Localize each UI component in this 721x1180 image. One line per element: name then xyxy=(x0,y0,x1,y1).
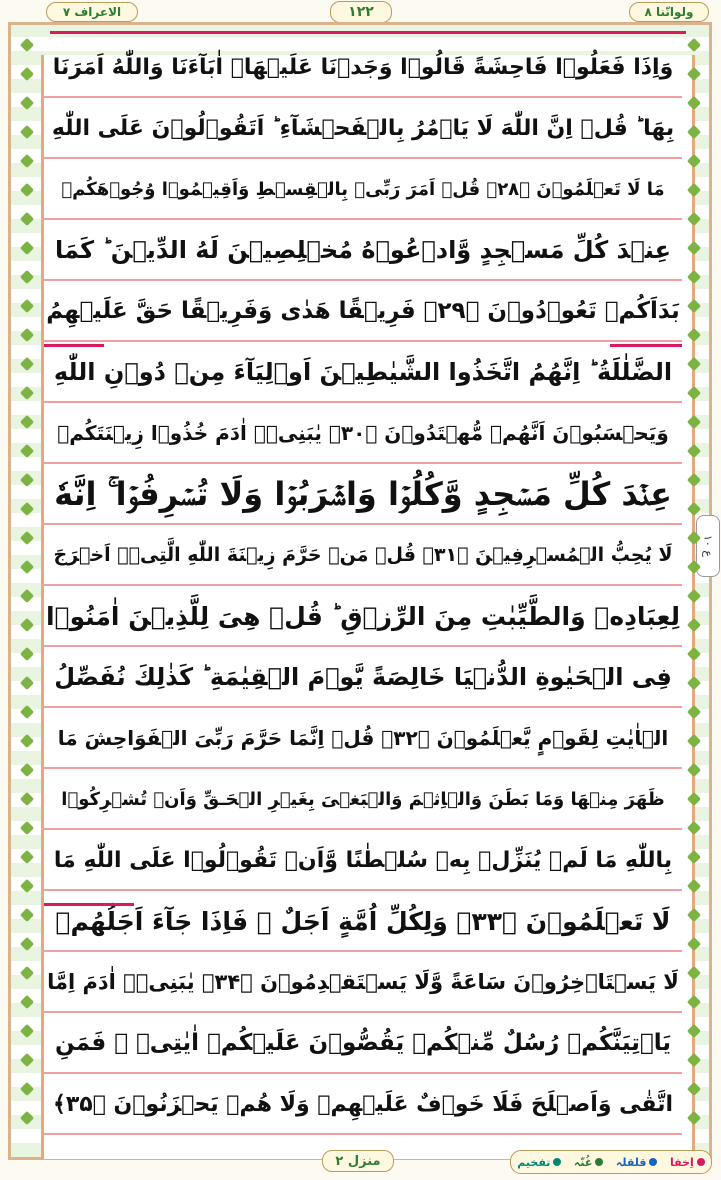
surah-name-header: الاعراف ٧ xyxy=(46,2,138,22)
legend-item xyxy=(574,1156,603,1169)
legend-item xyxy=(670,1156,705,1169)
juz-name-header: ولوانّنا ٨ xyxy=(629,2,709,22)
quran-text-line-text: بَدَاَكُمۡ تَعُوۡدُوۡنَ ﴿۲۹﴾ فَرِيۡقًا هَدٰى وَفَرِيۡقًا حَقَّ عَلَيۡهِمُ xyxy=(46,298,680,324)
quran-text-line-text: اتَّقٰى وَاَصۡلَحَ فَلَا خَوۡفٌ عَلَيۡهِمۡ وَلَا هُمۡ يَحۡزَنُوۡنَ ﴿۳۵﴾ xyxy=(52,1091,674,1117)
legend-item xyxy=(517,1156,561,1169)
quran-text-line xyxy=(44,38,682,98)
quran-text-line xyxy=(44,282,682,342)
quran-text-line-text: فِى الۡحَيٰوةِ الدُّنۡيَا خَالِصَةً يَّوۡمَ الۡقِيٰمَةِ ؕ كَذٰلِكَ نُفَصِّلُ xyxy=(54,663,672,691)
quran-text-line-text: عِنۡدَ كُلِّ مَسۡجِدٍ وَّكُلُوۡا وَاشۡرَبُوۡا وَلَا تُسۡرِفُوۡا ۚ اِنَّهٗ xyxy=(54,474,672,513)
legend-label: تفخیم xyxy=(517,1155,551,1169)
quran-text-line xyxy=(44,648,682,708)
quran-text-line-text: لَا يُحِبُّ الۡمُسۡرِفِيۡنَ ﴿۳۱﴾ قُلۡ مَنۡ حَرَّمَ زِيۡنَةَ اللّٰهِ الَّتِىۡۤ اَخۡرَجَ xyxy=(53,544,673,566)
quran-text-line xyxy=(44,1075,682,1135)
quran-text-line xyxy=(44,892,682,952)
quran-text-line-text: ظَهَرَ مِنۡهَا وَمَا بَطَنَ وَالۡاِثۡمَ وَالۡبَغۡىَ بِغَيۡرِ الۡحَـقِّ وَاَنۡ تُشۡرِكُوۡا xyxy=(61,788,665,810)
quran-text-line xyxy=(44,1014,682,1074)
quran-text-line xyxy=(44,99,682,159)
legend-label: اِخفا xyxy=(669,1155,694,1169)
quran-text-line-text: لِعِبَادِهٖ وَالطَّيِّبٰتِ مِنَ الرِّزۡقِ ؕ قُلۡ هِىَ لِلَّذِيۡنَ اٰمَنُوۡا xyxy=(46,601,680,631)
quran-text-line xyxy=(44,953,682,1013)
quran-text-line xyxy=(44,343,682,403)
quran-text-line-text: يَاۡتِيَنَّكُمۡ رُسُلٌ مِّنۡكُمۡ يَقُصُّوۡنَ عَلَيۡكُمۡ اٰيٰتِىۡ ۙ فَمَنِ xyxy=(55,1030,671,1056)
ruku-marker xyxy=(44,903,134,906)
legend-dot xyxy=(595,1158,603,1166)
page-number: ١٢٢ xyxy=(330,1,392,23)
legend-dot xyxy=(649,1158,657,1166)
quran-text-line-text: الضَّلٰلَةُ ؕ اِنَّهُمُ اتَّخَذُوا الشَّيٰطِيۡنَ اَوۡلِيَآءَ مِنۡ دُوۡنِ اللّٰهِ xyxy=(53,358,673,386)
quran-text-line-text: عِنۡدَ كُلِّ مَسۡجِدٍ وَّادۡعُوۡهُ مُخۡلِصِيۡنَ لَهُ الدِّيۡنَ ؕ كَمَا xyxy=(55,236,671,264)
ruku-margin-tag: ع ۱۰ xyxy=(696,515,720,577)
quran-text-line-text: لَا يَسۡتَاۡخِرُوۡنَ سَاعَةً وَّلَا يَسۡتَقۡدِمُوۡنَ ﴿۳۴﴾ يٰبَنِىۡۤ اٰدَمَ اِمَّا xyxy=(47,970,679,994)
quran-text-line xyxy=(44,831,682,891)
manzil-label: منزل ۲ xyxy=(322,1150,394,1172)
quran-text-line xyxy=(44,526,682,586)
quran-text-line-text: وَاِذَا فَعَلُوۡا فَاحِشَةً قَالُوۡا وَجَدۡنَا عَلَيۡهَاۤ اٰبَآءَنَا وَاللّٰهُ اَمَرَنَا xyxy=(52,54,674,80)
ruku-marker xyxy=(50,31,686,34)
quran-text-line xyxy=(44,770,682,830)
legend-label: غُنّہ xyxy=(573,1155,593,1169)
quran-text-line-text: مَا لَا تَعۡلَمُوۡنَ ﴿۲۸﴾ قُلۡ اَمَرَ رَبِّىۡ بِالۡقِسۡطِ وَاَقِيۡمُوۡا وُجُوۡهَكُمۡ xyxy=(61,178,665,200)
quran-text-line xyxy=(44,404,682,464)
quran-text-line xyxy=(44,709,682,769)
quran-text-line xyxy=(44,160,682,220)
ruku-marker xyxy=(44,344,104,347)
quran-text-line-text: لَا تَعۡلَمُوۡنَ ﴿۳۳﴾ وَلِكُلِّ اُمَّةٍ اَجَلٌ ۚ فَاِذَا جَآءَ اَجَلُهُمۡ xyxy=(55,906,671,936)
quran-text-line-text: وَيَحۡسَبُوۡنَ اَنَّهُمۡ مُّهۡتَدُوۡنَ ﴿۳۰﴾ يٰبَنِىۡۤ اٰدَمَ خُذُوۡا زِيۡنَتَكُمۡ xyxy=(57,421,669,445)
tajweed-legend xyxy=(510,1150,712,1174)
quran-text-line xyxy=(44,221,682,281)
quran-text-line-text: بِاللّٰهِ مَا لَمۡ يُنَزِّلۡ بِهٖ سُلۡطٰنًا وَّاَنۡ تَقُوۡلُوۡا عَلَى اللّٰهِ مَا xyxy=(53,847,673,873)
quran-text-line-text: الۡاٰيٰتِ لِقَوۡمٍ يَّعۡلَمُوۡنَ ﴿۳۲﴾ قُلۡ اِنَّمَا حَرَّمَ رَبِّىَ الۡفَوَاحِشَ مَا xyxy=(57,726,669,750)
quran-text-line-text: بِهَا ؕ قُلۡ اِنَّ اللّٰهَ لَا يَاۡمُرُ بِالۡفَحۡشَآءِ ؕ اَتَقُوۡلُوۡنَ عَلَى اللّٰهِ xyxy=(51,115,675,141)
legend-dot xyxy=(553,1158,561,1166)
quran-text-line xyxy=(44,587,682,647)
legend-item xyxy=(616,1156,658,1169)
ruku-marker xyxy=(610,344,682,347)
quran-text-line xyxy=(44,465,682,525)
legend-label: قلقلہ xyxy=(615,1155,647,1169)
legend-dot xyxy=(697,1158,705,1166)
